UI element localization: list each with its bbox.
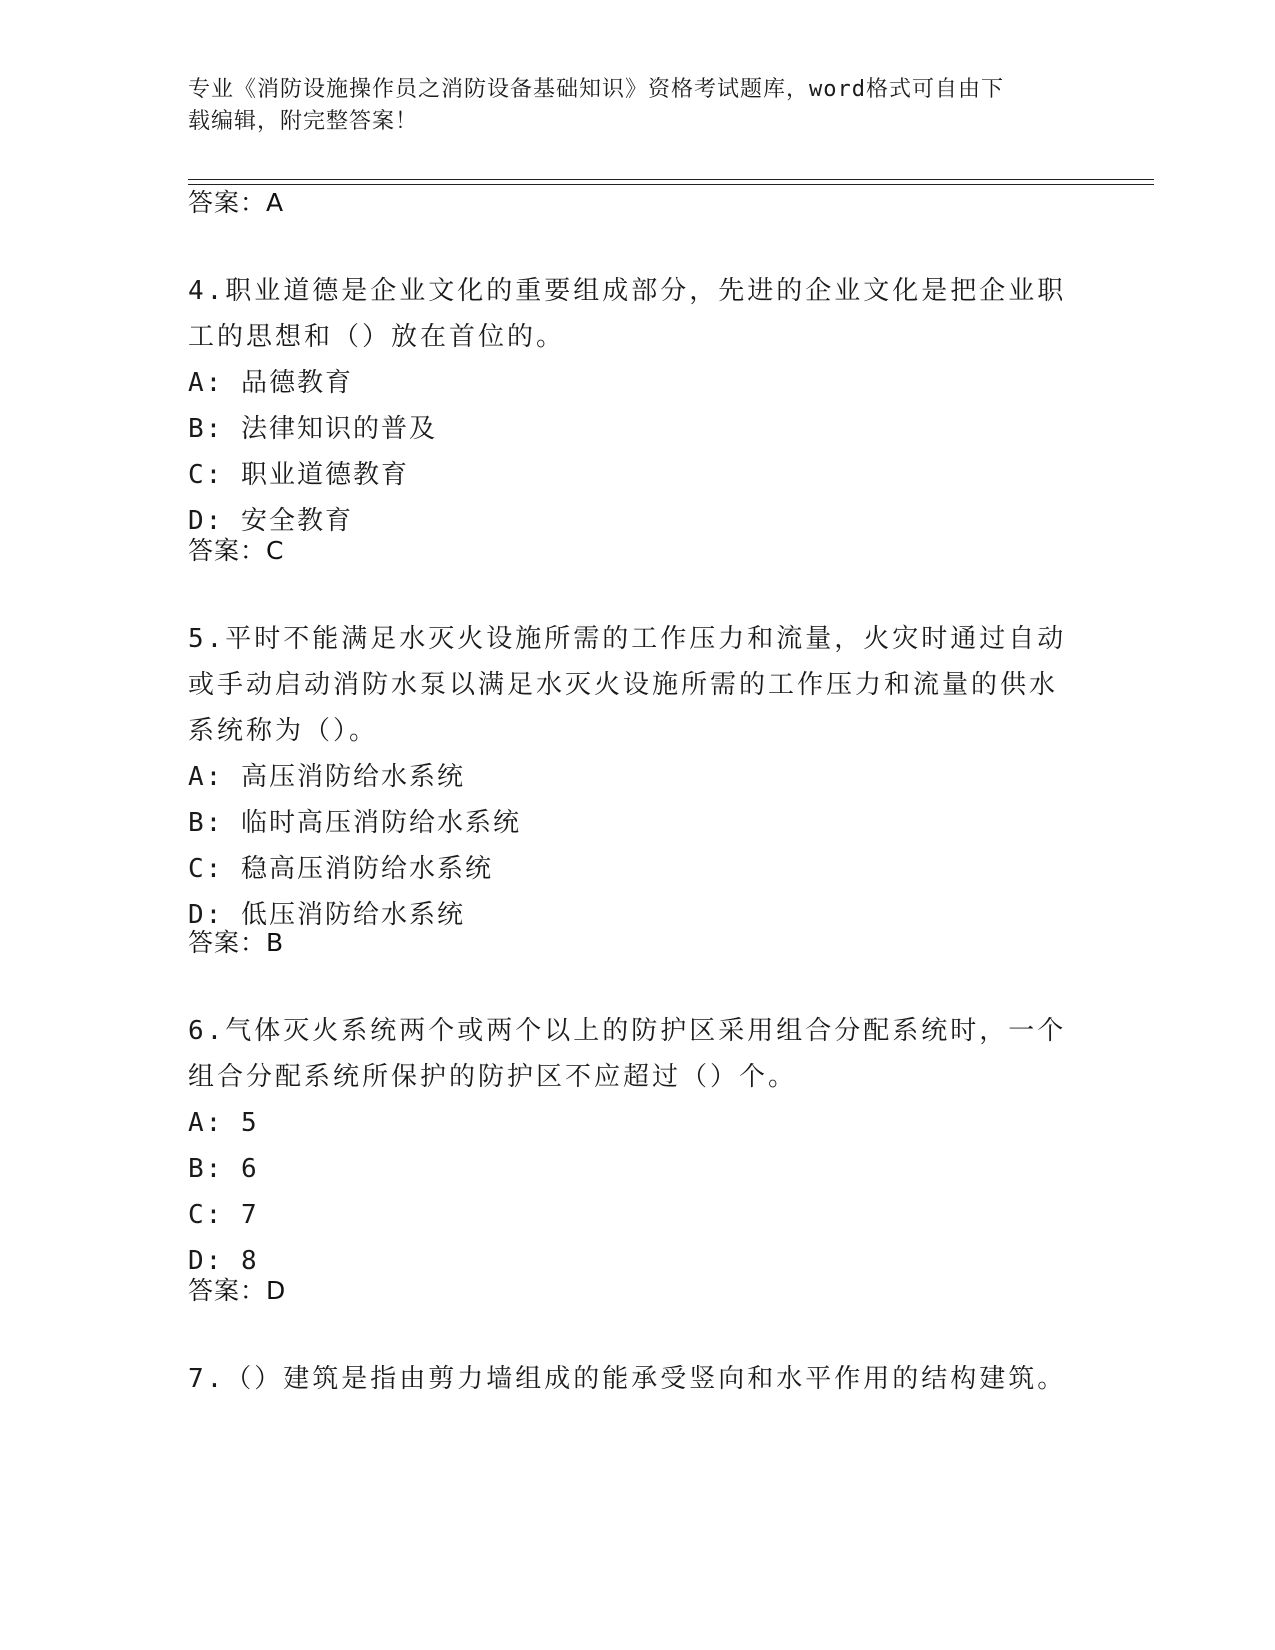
question-6 [188,1008,1068,1284]
answer-prev: 答案：A [188,188,285,217]
question-7 [188,1356,1068,1402]
question-text-line: 或手动启动消防水泵以满足水灭火设施所需的工作压力和流量的供水 [188,670,1059,700]
option-a: A: 品德教育 [188,368,353,398]
question-text-line: 7.（）建筑是指由剪力墙组成的能承受竖向和水平作用的结构建筑。 [188,1364,1067,1394]
option-b: B: 临时高压消防给水系统 [188,808,521,838]
answer-4: 答案：C [188,536,285,565]
option-d: D: 低压消防给水系统 [188,900,465,930]
option-c: C: 7 [188,1200,259,1230]
option-c: C: 职业道德教育 [188,460,409,490]
question-text-line: 5.平时不能满足水灭火设施所需的工作压力和流量，火灾时通过自动 [188,624,1067,654]
header-rule-top [188,179,1154,180]
option-d: D: 安全教育 [188,506,353,536]
header-line-1: 专业《消防设施操作员之消防设备基础知识》资格考试题库，word格式可自由下 [188,77,1004,102]
question-5 [188,616,1068,938]
answer-6: 答案：D [188,1276,287,1305]
option-b: B: 法律知识的普及 [188,414,437,444]
header-line-2: 载编辑，附完整答案！ [188,109,419,134]
question-text-line: 系统称为（）。 [188,716,379,746]
option-b: B: 6 [188,1154,259,1184]
question-4 [188,268,1068,544]
answer-5: 答案：B [188,928,285,957]
option-a: A: 高压消防给水系统 [188,762,465,792]
question-text-line: 4.职业道德是企业文化的重要组成部分，先进的企业文化是把企业职 [188,276,1067,306]
option-d: D: 8 [188,1246,259,1276]
header-rule-bottom [188,184,1154,185]
question-text-line: 工的思想和（）放在首位的。 [188,322,566,352]
option-a: A: 5 [188,1108,259,1138]
option-c: C: 稳高压消防给水系统 [188,854,493,884]
question-text-line: 6.气体灭火系统两个或两个以上的防护区采用组合分配系统时，一个 [188,1016,1067,1046]
document-header [188,74,1088,138]
question-text-line: 组合分配系统所保护的防护区不应超过（）个。 [188,1062,798,1092]
